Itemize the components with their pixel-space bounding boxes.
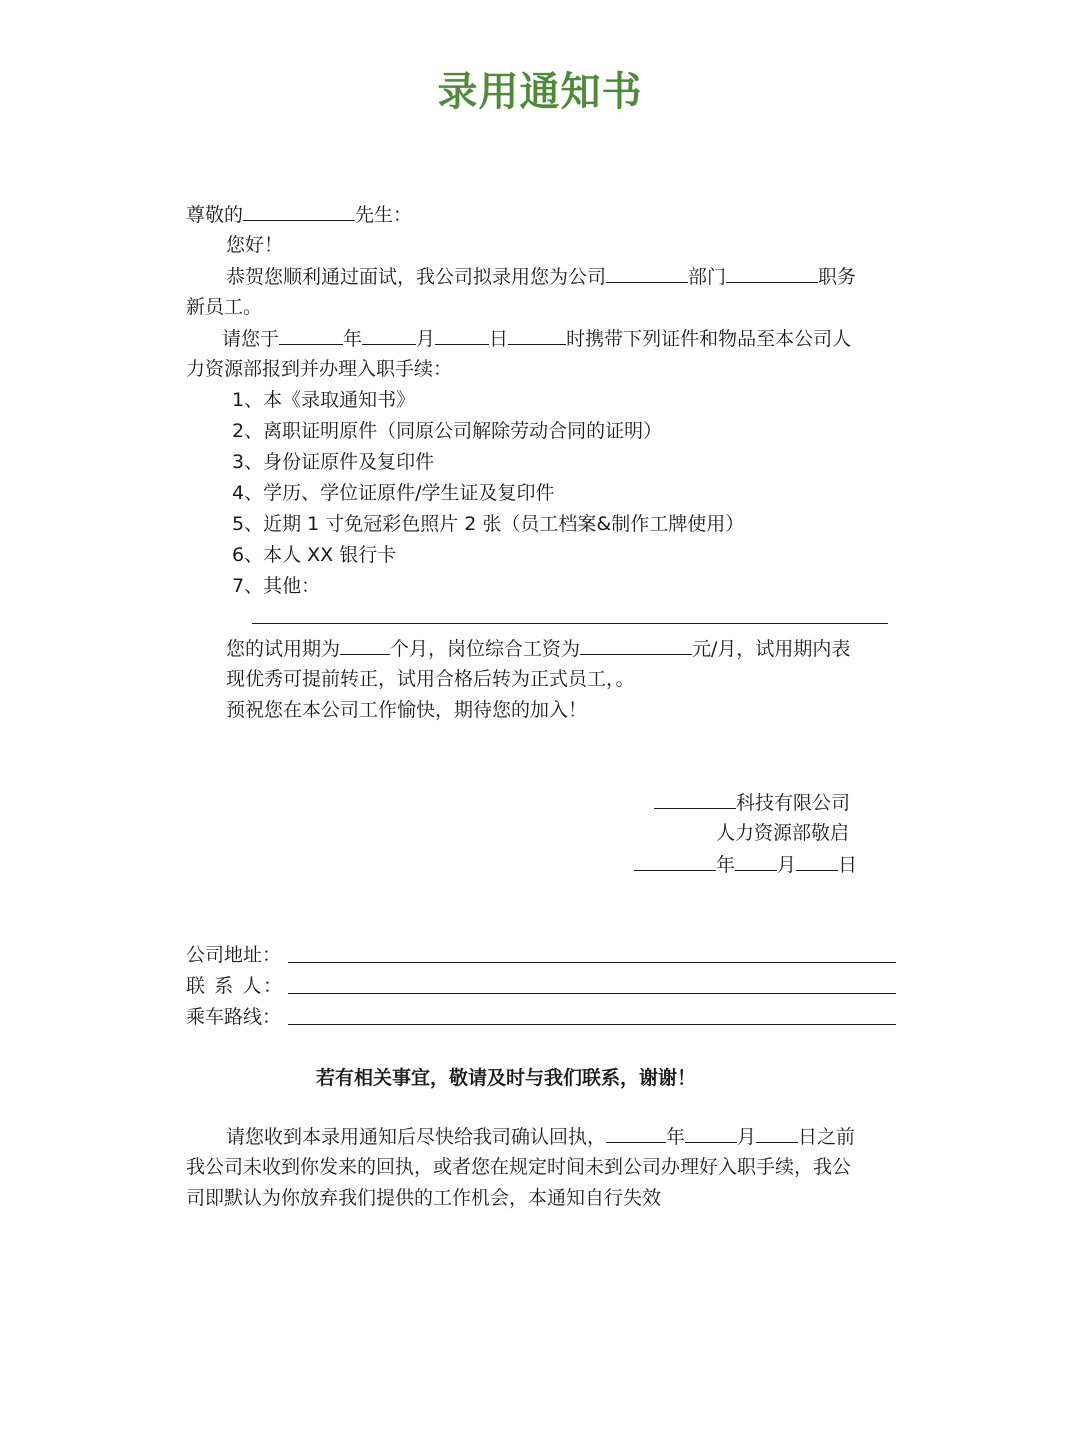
footer-line-3: 司即默认为你放弃我们提供的工作机会，本通知自行失效 bbox=[186, 1187, 662, 1209]
report-day-blank bbox=[435, 326, 489, 345]
footer-day-blank bbox=[756, 1124, 798, 1143]
department-blank bbox=[606, 264, 688, 283]
report-day-label: 日 bbox=[489, 328, 509, 350]
report-month-label: 月 bbox=[416, 328, 436, 350]
congrats-line-2: 新员工。 bbox=[186, 296, 263, 318]
report-line-1 bbox=[222, 326, 851, 352]
greeting: 您好！ bbox=[226, 234, 284, 256]
contact-person-label: 联 系 人： bbox=[186, 975, 282, 997]
footer-month-blank bbox=[685, 1124, 737, 1143]
contact-notice: 若有相关事宜，敬请及时与我们联系，谢谢！ bbox=[316, 1067, 697, 1089]
probation-text: 您的试用期为 bbox=[226, 638, 341, 660]
route-rule bbox=[288, 1024, 896, 1025]
list-item: 6、本人 XX 银行卡 bbox=[232, 544, 397, 566]
sign-month-label: 月 bbox=[777, 854, 797, 876]
signature-company bbox=[654, 790, 850, 816]
footer-month-label: 月 bbox=[737, 1126, 757, 1148]
salutation-suffix: 先生： bbox=[355, 204, 413, 226]
sign-month-blank bbox=[735, 852, 777, 871]
sign-day-label: 日 bbox=[838, 854, 858, 876]
report-month-blank bbox=[362, 326, 416, 345]
sign-year-label: 年 bbox=[716, 854, 736, 876]
salary-blank bbox=[580, 636, 692, 655]
report-year-blank bbox=[279, 326, 343, 345]
company-name-blank bbox=[654, 790, 736, 809]
name-blank bbox=[243, 202, 355, 221]
footer-line-2: 我公司未收到你发来的回执，或者您在规定时间未到公司办理好入职手续，我公 bbox=[186, 1156, 852, 1178]
congrats-text: 恭贺您顺利通过面试，我公司拟录用您为公司 bbox=[226, 266, 607, 288]
signature-date bbox=[634, 852, 857, 878]
probation-line-2: 现优秀可提前转正，试用合格后转为正式员工，。 bbox=[226, 668, 635, 690]
company-suffix: 科技有限公司 bbox=[736, 792, 851, 814]
footer-year-label: 年 bbox=[666, 1126, 686, 1148]
footer-text: 请您收到本录用通知后尽快给我司确认回执， bbox=[226, 1126, 607, 1148]
position-blank bbox=[726, 264, 818, 283]
contact-person-rule bbox=[288, 993, 896, 994]
page-title: 录用通知书 bbox=[437, 69, 643, 115]
other-items-rule bbox=[252, 623, 888, 624]
list-item: 2、离职证明原件（同原公司解除劳动合同的证明） bbox=[232, 420, 663, 442]
sign-day-blank bbox=[796, 852, 838, 871]
list-item: 1、本《录取通知书》 bbox=[232, 389, 416, 411]
probation-months-blank bbox=[340, 636, 390, 655]
address-rule bbox=[288, 962, 896, 963]
report-text: 请您于 bbox=[222, 328, 280, 350]
list-item: 5、近期 1 寸免冠彩色照片 2 张（员工档案&制作工牌使用） bbox=[232, 513, 745, 535]
report-line-2: 力资源部报到并办理入职手续： bbox=[186, 358, 453, 380]
probation-line-1 bbox=[226, 636, 850, 662]
probation-text-3: 元/月，试用期内表 bbox=[692, 638, 851, 660]
signature-dept: 人力资源部敬启 bbox=[716, 822, 850, 844]
report-text-2: 时携带下列证件和物品至本公司人 bbox=[566, 328, 852, 350]
route-label: 乘车路线： bbox=[186, 1006, 282, 1028]
address-label: 公司地址： bbox=[186, 944, 282, 966]
report-hour-blank bbox=[508, 326, 566, 345]
footer-year-blank bbox=[606, 1124, 666, 1143]
footer-text-2: 日之前 bbox=[798, 1126, 856, 1148]
position-label: 职务 bbox=[818, 266, 857, 288]
list-item: 7、其他： bbox=[232, 575, 321, 597]
salutation-prefix: 尊敬的 bbox=[186, 204, 244, 226]
department-label: 部门 bbox=[688, 266, 727, 288]
sign-year-blank bbox=[634, 852, 716, 871]
report-year-label: 年 bbox=[343, 328, 363, 350]
congrats-line-1 bbox=[226, 264, 856, 290]
list-item: 3、身份证原件及复印件 bbox=[232, 451, 435, 473]
footer-line-1 bbox=[226, 1124, 855, 1150]
probation-text-2: 个月，岗位综合工资为 bbox=[390, 638, 581, 660]
salutation-line bbox=[186, 202, 412, 228]
list-item: 4、学历、学位证原件/学生证及复印件 bbox=[232, 482, 555, 504]
wish-line: 预祝您在本公司工作愉快，期待您的加入！ bbox=[226, 699, 588, 721]
